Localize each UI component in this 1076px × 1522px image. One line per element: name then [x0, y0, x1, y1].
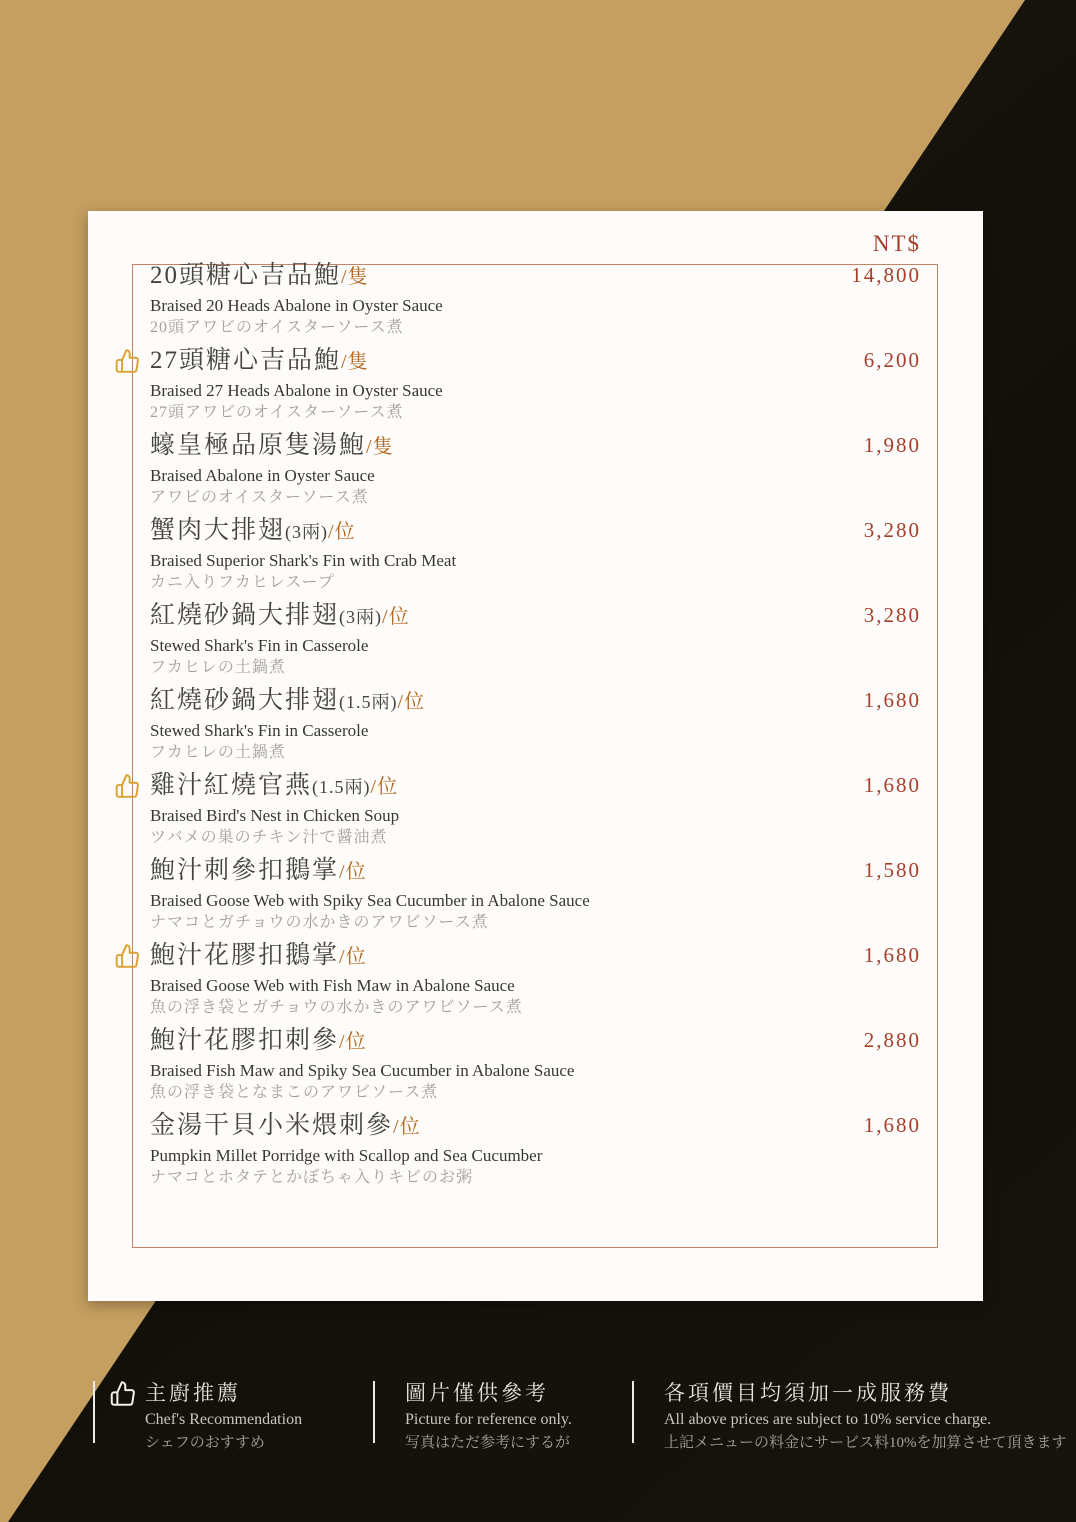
item-name-ja: フカヒレの土鍋煮 [150, 744, 286, 761]
menu-item-text [150, 685, 425, 764]
menu-content [88, 211, 983, 1301]
item-unit: /位 [393, 1116, 421, 1138]
item-name-ja: ナマコとホタテとかぼちゃ入りキビのお粥 [150, 1169, 474, 1186]
item-unit: /位 [339, 1031, 367, 1053]
item-price: 2,880 [863, 1028, 921, 1052]
item-name-line [150, 940, 523, 974]
item-price: 1,680 [863, 943, 921, 967]
item-unit: /隻 [341, 351, 369, 373]
item-name-zh: 20頭糖心吉品鮑 [150, 262, 342, 289]
currency-header: NT$ [872, 231, 921, 256]
legend-line-ja: 写真はただ参考にするが [405, 1435, 571, 1451]
item-name-ja: アワビのオイスターソース煮 [150, 489, 369, 506]
item-name-line [150, 345, 443, 379]
item-price: 1,680 [863, 773, 921, 797]
legend-text [145, 1381, 302, 1452]
legend-text [664, 1381, 1067, 1452]
item-name-ja: 27頭アワビのオイスターソース煮 [150, 404, 404, 421]
item-price: 6,200 [863, 348, 921, 372]
menu-card [88, 211, 983, 1301]
item-name-en: Braised Bird's Nest in Chicken Soup [150, 806, 400, 825]
item-name-ja: 20頭アワビのオイスターソース煮 [150, 319, 404, 336]
item-name-zh: 27頭糖心吉品鮑 [150, 347, 342, 374]
item-name-ja: フカヒレの土鍋煮 [150, 659, 286, 676]
item-name-en: Braised Goose Web with Fish Maw in Abalone Sauce [150, 976, 515, 995]
item-name-ja: 魚の浮き袋とガチョウの水かきのアワビソース煮 [150, 999, 523, 1016]
legend-line-ja: 上記メニューの料金にサービス料10%を加算させて頂きます [664, 1435, 1067, 1451]
menu-item-row [150, 770, 921, 849]
item-name-zh: 金湯干貝小米煨刺參 [150, 1112, 394, 1139]
chefs-recommendation-icon [114, 773, 141, 799]
menu-item-row [150, 1025, 921, 1104]
menu-item-text [150, 600, 410, 679]
chefs-recommendation-icon [109, 1380, 137, 1407]
item-name-line [150, 1110, 542, 1144]
item-name-ja: 魚の浮き袋となまこのアワビソース煮 [150, 1084, 439, 1101]
item-size: (1.5兩) [339, 692, 398, 712]
legend-line-ja: シェフのおすすめ [145, 1435, 265, 1451]
item-unit: /隻 [341, 266, 369, 288]
item-name-line [150, 1025, 574, 1059]
item-name-en: Braised 20 Heads Abalone in Oyster Sauce [150, 296, 443, 315]
item-name-zh: 蟹肉大排翅 [150, 517, 286, 544]
item-size: (3兩) [339, 607, 383, 627]
item-unit: /位 [339, 861, 367, 883]
menu-item-text [150, 515, 456, 594]
legend-divider-bar [632, 1381, 634, 1443]
item-price: 3,280 [863, 603, 921, 627]
item-name-zh: 鮑汁花膠扣刺參 [150, 1027, 340, 1054]
item-name-en: Braised 27 Heads Abalone in Oyster Sauce [150, 381, 443, 400]
item-name-line [150, 430, 394, 464]
menu-item-row [150, 345, 921, 424]
menu-item-row [150, 430, 921, 509]
item-size: (3兩) [285, 522, 329, 542]
menu-item-text [150, 345, 443, 424]
legend-column [373, 1381, 572, 1452]
item-name-en: Pumpkin Millet Porridge with Scallop and Sea Cucumber [150, 1146, 543, 1165]
item-price: 3,280 [863, 518, 921, 542]
legend-divider-bar [373, 1381, 375, 1443]
item-name-en: Braised Goose Web with Spiky Sea Cucumber in Abalone Sauce [150, 891, 590, 910]
legend-column [632, 1381, 1067, 1452]
item-name-line [150, 600, 410, 634]
item-name-en: Stewed Shark's Fin in Casserole [150, 636, 369, 655]
item-price: 1,980 [863, 433, 921, 457]
menu-items-list [150, 260, 921, 1189]
legend-title-zh: 各項價目均須加一成服務費 [664, 1381, 952, 1405]
menu-item-text [150, 940, 523, 1019]
item-unit: /隻 [366, 436, 394, 458]
menu-item-text [150, 1025, 574, 1104]
menu-item-row [150, 855, 921, 934]
item-name-ja: カニ入りフカヒレスープ [150, 574, 335, 591]
menu-item-text [150, 1110, 542, 1189]
item-unit: /位 [397, 691, 426, 713]
chefs-recommendation-icon [114, 348, 141, 374]
item-name-line [150, 770, 399, 804]
item-unit: /位 [370, 776, 399, 798]
legend-text [405, 1381, 572, 1452]
item-name-en: Stewed Shark's Fin in Casserole [150, 721, 369, 740]
item-size: (1.5兩) [312, 777, 371, 797]
item-unit: /位 [382, 606, 410, 628]
menu-item-row [150, 1110, 921, 1189]
menu-item-text [150, 770, 399, 849]
item-unit: /位 [328, 521, 356, 543]
item-price: 1,580 [863, 858, 921, 882]
item-name-zh: 鮑汁刺參扣鵝掌 [150, 857, 340, 884]
item-name-zh: 雞汁紅燒官燕 [150, 772, 313, 799]
item-price: 1,680 [863, 1113, 921, 1137]
item-name-zh: 紅燒砂鍋大排翅 [150, 687, 340, 714]
item-name-line [150, 685, 425, 719]
item-name-zh: 紅燒砂鍋大排翅 [150, 602, 340, 629]
legend-line-en: All above prices are subject to 10% service charge. [664, 1411, 992, 1428]
menu-item-row [150, 260, 921, 339]
menu-item-row [150, 600, 921, 679]
item-price: 14,800 [851, 263, 921, 287]
item-price: 1,680 [863, 688, 921, 712]
chefs-recommendation-icon [114, 943, 141, 969]
menu-item-text [150, 430, 394, 509]
legend-divider-bar [93, 1381, 95, 1443]
item-name-line [150, 855, 590, 889]
item-name-zh: 鮑汁花膠扣鵝掌 [150, 942, 340, 969]
legend-line-en: Chef's Recommendation [145, 1411, 303, 1428]
legend-title-zh: 主廚推薦 [145, 1381, 241, 1405]
menu-item-row [150, 515, 921, 594]
item-name-ja: ツバメの巣のチキン汁で醤油煮 [150, 829, 388, 846]
item-name-line [150, 260, 443, 294]
legend-line-en: Picture for reference only. [405, 1411, 572, 1428]
item-name-en: Braised Abalone in Oyster Sauce [150, 466, 375, 485]
menu-item-text [150, 260, 443, 339]
legend-title-zh: 圖片僅供參考 [405, 1381, 549, 1405]
item-name-en: Braised Fish Maw and Spiky Sea Cucumber in Abalone Sauce [150, 1061, 575, 1080]
menu-item-row [150, 685, 921, 764]
item-name-line [150, 515, 456, 549]
item-name-ja: ナマコとガチョウの水かきのアワビソース煮 [150, 914, 489, 931]
item-name-zh: 蠔皇極品原隻湯鮑 [150, 432, 367, 459]
menu-item-row [150, 940, 921, 1019]
item-name-en: Braised Superior Shark's Fin with Crab Meat [150, 551, 457, 570]
menu-item-text [150, 855, 590, 934]
legend-column [93, 1381, 302, 1452]
item-unit: /位 [339, 946, 367, 968]
